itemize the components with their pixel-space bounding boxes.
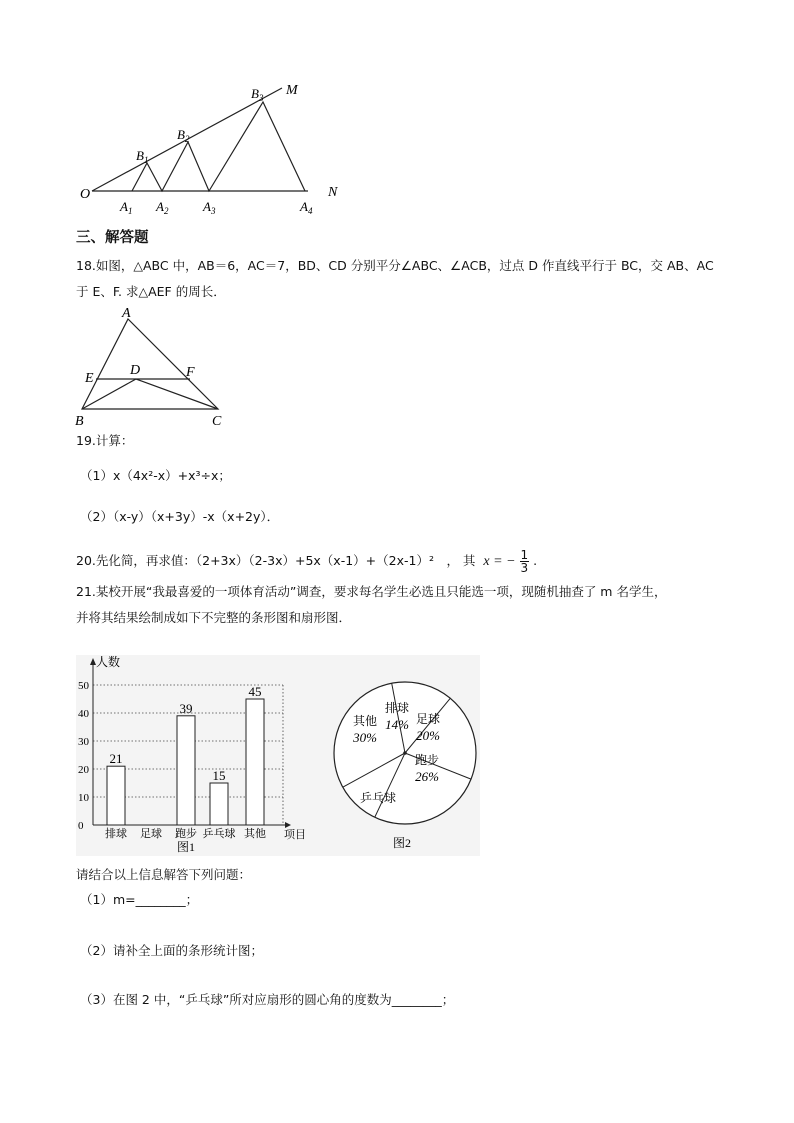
y-tick-50: 50 (78, 680, 89, 692)
y-tick-20: 20 (78, 764, 89, 776)
label-F: F (186, 365, 195, 380)
section-title: 三、解答题 (76, 230, 149, 246)
pie-chart (316, 655, 480, 856)
label-M: M (286, 83, 298, 98)
label-C: C (212, 414, 222, 429)
pie-value-足球: 20% (416, 728, 440, 743)
q21-line1: 21.某校开展“我最喜爱的一项体育活动”调查，要求每名学生必选且只能选一项，现随机抽查了 m 名学生， (76, 584, 667, 599)
y-tick-30: 30 (78, 736, 89, 748)
q21-line2: 并将其结果绘制成如下不完整的条形图和扇形图． (76, 610, 352, 625)
q20-den: 3 (520, 561, 529, 575)
label-N: N (328, 185, 338, 200)
q20 (76, 548, 537, 574)
bar-value-乒乓球: 15 (212, 768, 226, 783)
label-A: A (122, 306, 131, 321)
pie-center (403, 751, 407, 755)
q19-title: 19.计算： (76, 433, 134, 448)
pie-chart-title: 图2 (392, 836, 412, 850)
q18-line2: 于 E、F. 求△AEF 的周长． (76, 284, 226, 299)
q19-part1: （1）x（4x²-x）+x³÷x； (80, 468, 231, 483)
x-tick-足球: 足球 (140, 828, 162, 840)
x-tick-其他: 其他 (244, 828, 266, 840)
q20-num: 1 (520, 548, 529, 562)
bar-value-排球: 21 (109, 751, 123, 767)
label-B2: $B_2$ (177, 127, 190, 144)
bar-chart-title: 图1 (176, 840, 196, 854)
q21-after: 请结合以上信息解答下列问题： (76, 867, 252, 882)
bar-跑步 (177, 716, 195, 825)
pie-value-排球: 14% (385, 717, 409, 732)
bar-排球 (107, 766, 125, 825)
y-axis-label: 人数 (96, 655, 121, 669)
y-tick-40: 40 (78, 708, 89, 720)
pie-value-跑步: 26% (415, 769, 439, 784)
label-A3: $A_3$ (203, 199, 216, 216)
x-axis-arrow (285, 822, 291, 828)
label-A2: $A_2$ (156, 199, 169, 216)
q21-sub1: （1）m=________； (80, 892, 199, 907)
triangle-figure (74, 306, 234, 430)
y-tick-0: 0 (78, 820, 84, 832)
x-tick-跑步: 跑步 (175, 828, 197, 840)
q21-sub3: （3）在图 2 中，“乒乓球”所对应扇形的圆心角的度数为________； (80, 992, 455, 1007)
x-tick-排球: 排球 (105, 828, 127, 840)
label-A4: $A_4$ (300, 199, 313, 216)
pie-label-其他: 其他 (352, 714, 378, 728)
label-D: D (130, 363, 141, 378)
label-O: O (80, 187, 91, 202)
label-E: E (85, 371, 94, 386)
q21-sub2: （2）请补全上面的条形统计图； (80, 943, 263, 958)
bar-value-其他: 45 (248, 684, 262, 699)
q20-end: . (533, 553, 538, 568)
pie-label-乒乓球: 乒乓球 (359, 791, 397, 805)
q20-fraction (520, 549, 530, 574)
x-axis-label: 项目 (284, 829, 306, 841)
bar-chart (76, 655, 316, 856)
y-tick-10: 10 (78, 792, 89, 804)
q18-line1: 18.如图，△ABC 中，AB＝6，AC＝7，BD、CD 分别平分∠ABC、∠ACB，过点 D 作直线平行于 BC，交 AB、AC (76, 258, 714, 273)
q19-part2: （2）（x-y）（x+3y）-x（x+2y）． (80, 509, 280, 524)
pie-label-足球: 足球 (415, 712, 441, 726)
label-B3: $B_3$ (251, 86, 264, 103)
label-A1: $A_1$ (120, 199, 133, 216)
x-tick-乒乓球: 乒乓球 (202, 828, 236, 840)
pie-value-其他: 30% (353, 730, 377, 745)
bar-其他 (246, 699, 264, 825)
q20-text: 20.先化简，再求值：（2+3x）（2-3x）+5x（x-1）+（2x-1）² ， 其 (76, 553, 476, 568)
pie-label-排球: 排球 (384, 701, 410, 715)
q20-x: x = − (483, 554, 516, 569)
pie-label-跑步: 跑步 (414, 753, 440, 767)
label-B1: $B_1$ (136, 148, 149, 165)
bar-乒乓球 (210, 783, 228, 825)
label-B: B (75, 414, 84, 429)
zigzag-figure (70, 78, 360, 218)
bar-value-跑步: 39 (179, 700, 193, 716)
